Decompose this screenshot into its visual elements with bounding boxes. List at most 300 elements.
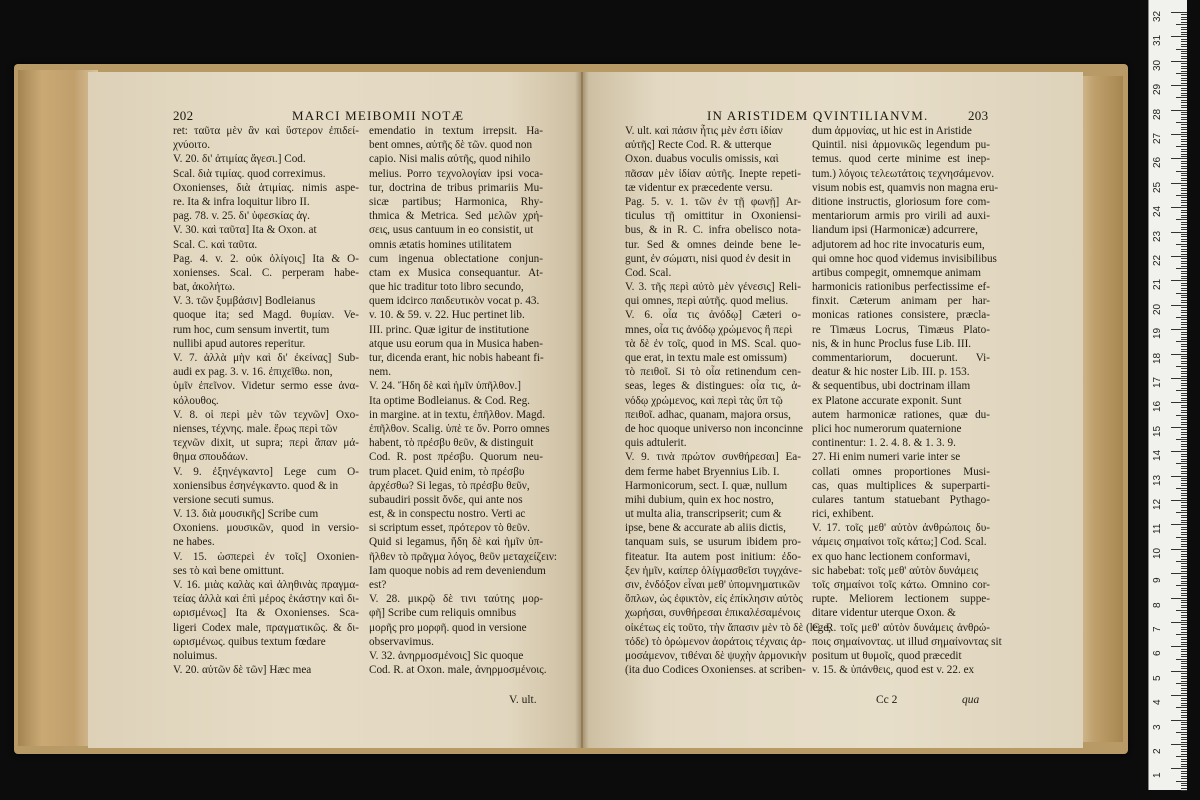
ruler-tick	[1181, 429, 1187, 430]
ruler-tick	[1171, 61, 1187, 62]
ruler-tick	[1181, 88, 1187, 89]
ruler-tick	[1176, 512, 1187, 513]
ruler-tick	[1181, 185, 1187, 186]
left-catchword: V. ult.	[509, 694, 537, 706]
ruler-tick	[1181, 717, 1187, 718]
ruler-tick	[1181, 456, 1187, 457]
text-line: μορῆς pro μορφῆ. quod in versione	[369, 621, 527, 634]
text-line: ὅπλων, ὡς ἐφικτὸν, εἰς ἐπίκλησιν αὐτὸς	[625, 593, 803, 606]
text-line: positum ut θυμοῖς, quod præcedit	[812, 649, 962, 662]
ruler-tick	[1171, 549, 1187, 550]
text-line: V. 6. οἷα τις ἀνόδῳ] Cæteri o-	[625, 309, 801, 322]
text-line: Quid si legamus, ἤδη δὲ καὶ ἡμῖν ὑπ-	[369, 536, 543, 549]
ruler-tick	[1176, 610, 1187, 611]
ruler-tick	[1181, 337, 1187, 338]
text-line: V. 24. Ἤδη δὲ καὶ ἡμῖν ὑπῆλθον.]	[369, 380, 521, 393]
ruler-tick	[1181, 46, 1187, 47]
ruler-tick	[1181, 151, 1187, 152]
text-line: & sequentibus, ubi doctrinam illam	[812, 380, 971, 393]
text-line: observavimus.	[369, 635, 434, 648]
ruler-tick	[1181, 727, 1187, 728]
ruler-tick	[1181, 522, 1187, 523]
ruler-label: 13	[1152, 474, 1163, 486]
ruler-tick	[1181, 615, 1187, 616]
ruler-tick	[1176, 415, 1187, 416]
ruler-tick	[1181, 778, 1187, 779]
ruler-tick	[1181, 215, 1187, 216]
ruler-tick	[1181, 114, 1187, 115]
text-line: ret: ταῦτα μὲν ἂν καὶ ὕστερον ἐπιδεί-	[173, 125, 359, 137]
ruler-tick	[1181, 529, 1187, 530]
ruler-tick	[1176, 171, 1187, 172]
ruler-tick	[1181, 385, 1187, 386]
ruler-tick	[1181, 356, 1187, 357]
ruler-tick	[1181, 300, 1187, 301]
ruler-tick	[1181, 166, 1187, 167]
ruler-tick	[1181, 380, 1187, 381]
ruler-tick	[1181, 285, 1187, 286]
text-line: temus. quod certe minime est inep-	[812, 153, 990, 166]
ruler-label: 18	[1152, 352, 1163, 364]
ruler-tick	[1181, 222, 1187, 223]
text-line: tur. Sed & omnes deinde bene le-	[625, 238, 801, 251]
ruler-label: 1	[1152, 772, 1163, 779]
ruler-tick	[1181, 27, 1187, 28]
text-line: artibus compegit, omnemque animam	[812, 266, 982, 279]
ruler-tick	[1176, 366, 1187, 367]
ruler-tick	[1181, 312, 1187, 313]
ruler-tick	[1181, 715, 1187, 716]
text-line: V. 16. μιὰς καλὰς καὶ ἀληθινὰς πραγμα-	[173, 579, 359, 591]
ruler-tick	[1181, 417, 1187, 418]
ruler-tick	[1176, 488, 1187, 489]
ruler-tick	[1176, 49, 1187, 50]
ruler-tick	[1176, 146, 1187, 147]
ruler-tick	[1181, 632, 1187, 633]
text-line: V. 3. τῶν ξυμβάσιν] Bodleianus	[173, 295, 316, 308]
text-line: quem idcirco παιδευτικὸν vocat p. 43.	[369, 295, 540, 308]
ruler-tick	[1181, 693, 1187, 694]
text-line: mnes, οἷα τις ἀνόδῳ χρώμενος ἢ περὶ	[625, 323, 793, 336]
text-line: xonienses. Scal. C. perperam habe-	[173, 266, 359, 279]
text-line: cum ingenua oblectatione conjun-	[369, 252, 543, 265]
ruler-tick	[1181, 332, 1187, 333]
ruler-tick	[1181, 14, 1187, 15]
ruler-tick	[1181, 498, 1187, 499]
ruler-tick	[1181, 449, 1187, 450]
ruler-label: 23	[1152, 230, 1163, 242]
ruler-tick	[1181, 673, 1187, 674]
ruler-tick	[1181, 119, 1187, 120]
ruler-tick	[1181, 454, 1187, 455]
ruler-tick	[1181, 44, 1187, 45]
ruler-tick	[1181, 139, 1187, 140]
ruler-tick	[1181, 132, 1187, 133]
left-column-1	[173, 124, 359, 677]
text-line: σεις, usus cantuum in eo consistit, ut	[369, 224, 534, 237]
ruler-tick	[1181, 53, 1187, 54]
text-line: atque usu eorum qua in Musica haben-	[369, 337, 543, 350]
text-line: ipse, bene & accurate ab aliis dictis,	[625, 522, 786, 535]
ruler-tick	[1181, 136, 1187, 137]
ruler-tick	[1171, 573, 1187, 574]
ruler-tick	[1181, 490, 1187, 491]
ruler-tick	[1181, 239, 1187, 240]
ruler-tick	[1181, 66, 1187, 67]
text-line: χνύοιτο.	[173, 139, 211, 152]
ruler-tick	[1181, 346, 1187, 347]
ruler-tick	[1181, 544, 1187, 545]
ruler-tick	[1181, 75, 1187, 76]
ruler-tick	[1176, 219, 1187, 220]
ruler-tick	[1171, 427, 1187, 428]
ruler-tick	[1181, 739, 1187, 740]
ruler-tick	[1181, 437, 1187, 438]
ruler-tick	[1181, 773, 1187, 774]
ruler-tick	[1181, 493, 1187, 494]
ruler-tick	[1171, 476, 1187, 477]
ruler-tick	[1181, 149, 1187, 150]
ruler-tick	[1181, 175, 1187, 176]
ruler-tick	[1181, 156, 1187, 157]
ruler-tick	[1181, 788, 1187, 789]
text-line: autem harmonicæ rationes, quæ du-	[812, 408, 990, 421]
ruler-tick	[1181, 90, 1187, 91]
ruler-tick	[1181, 271, 1187, 272]
text-line: culares tantum statuebant Pythago-	[812, 493, 990, 506]
ruler-tick	[1181, 568, 1187, 569]
text-line: ὑμῖν ἐπεῖνον. Videtur sermo esse ἀνα-	[173, 380, 359, 393]
ruler-tick	[1181, 95, 1187, 96]
text-line: re Timæus Locrus, Timæus Plato-	[812, 323, 990, 336]
ruler-tick	[1181, 249, 1187, 250]
text-line: versione secuti sumus.	[173, 493, 274, 506]
text-line: νόδῳ χρώμενος, καὶ περὶ τὰς ὕπ τῷ	[625, 394, 783, 407]
text-line: Oxonienses, διὰ ἀτιμίας. nimis aspe-	[173, 181, 359, 194]
ruler-tick	[1181, 178, 1187, 179]
ruler-tick	[1181, 388, 1187, 389]
ruler-tick	[1181, 480, 1187, 481]
ruler-tick	[1181, 700, 1187, 701]
ruler-tick	[1181, 581, 1187, 582]
right-column-1	[625, 124, 832, 677]
text-line: continentur: 1. 2. 4. 8. & 1. 3. 9.	[812, 437, 956, 450]
ruler-tick	[1181, 144, 1187, 145]
ruler-tick	[1181, 202, 1187, 203]
ruler-tick	[1181, 129, 1187, 130]
text-line: mentariorum armis pro virili ad auxi-	[812, 210, 990, 223]
ruler-tick	[1181, 478, 1187, 479]
text-line: Cod. R. at Oxon. male, ἀνηρμοσμένοις.	[369, 664, 547, 677]
ruler-tick	[1171, 720, 1187, 721]
ruler-tick	[1181, 29, 1187, 30]
ruler-tick	[1181, 188, 1187, 189]
text-line: xoniensibus ἐσηνέγκαντο. quod & in	[173, 479, 339, 492]
ruler-tick	[1171, 36, 1187, 37]
text-line: ξεν ἡμῖν, καίπερ ὀλίγμασθεῖσι τυγχάνε-	[625, 564, 802, 577]
text-line: κόλουθος.	[173, 394, 219, 407]
text-line: rum hoc, cum sensum invertit, tum	[173, 323, 330, 336]
ruler-tick	[1181, 629, 1187, 630]
ruler-tick	[1181, 276, 1187, 277]
ruler-tick	[1176, 707, 1187, 708]
text-line: ποις σημαίνοντας. ut illud σημαίνοντας sit	[812, 635, 1002, 648]
ruler-tick	[1181, 234, 1187, 235]
ruler-tick	[1181, 698, 1187, 699]
text-line: est?	[369, 579, 387, 591]
ruler-tick	[1181, 639, 1187, 640]
ruler-tick	[1171, 402, 1187, 403]
ruler-tick	[1181, 93, 1187, 94]
ruler-tick	[1181, 200, 1187, 201]
ruler-label: 14	[1152, 450, 1163, 462]
ruler-tick	[1181, 764, 1187, 765]
ruler-tick	[1181, 376, 1187, 377]
ruler-tick	[1171, 256, 1187, 257]
text-line: ne habes.	[173, 536, 215, 549]
ruler-tick	[1176, 341, 1187, 342]
text-line: πειθοῖ. adhac, quanam, majora orsus,	[625, 408, 791, 421]
ruler-tick	[1181, 783, 1187, 784]
ruler-tick	[1181, 712, 1187, 713]
ruler-tick	[1181, 190, 1187, 191]
text-line: III. princ. Quæ igitur de institutione	[369, 323, 530, 336]
ruler-tick	[1181, 515, 1187, 516]
ruler-tick	[1181, 554, 1187, 555]
ruler-tick	[1181, 656, 1187, 657]
ruler-tick	[1181, 624, 1187, 625]
text-line: ligeri Codex male, πραγματικῶς. & δι-	[173, 621, 359, 634]
ruler-tick	[1181, 666, 1187, 667]
ruler-label: 19	[1152, 328, 1163, 340]
ruler-tick	[1181, 690, 1187, 691]
ruler-tick	[1181, 678, 1187, 679]
ruler-tick	[1176, 756, 1187, 757]
ruler-tick	[1181, 398, 1187, 399]
ruler-tick	[1181, 193, 1187, 194]
text-line: V. 9. τινὰ πρώτον συνθήρεσαι] Ea-	[625, 451, 801, 464]
ruler-tick	[1171, 378, 1187, 379]
ruler-tick	[1181, 371, 1187, 372]
ruler-tick	[1176, 781, 1187, 782]
text-line: subaudiri possit ὄνδε, qui ante nos	[369, 493, 523, 506]
text-line: Iam quoque nobis ad rem deveniendum	[369, 564, 546, 577]
text-line: est, & in conspectu nostro. Verti ac	[369, 508, 526, 521]
text-line: V. 20. αὐτῶν δὲ τῶν] Hæc mea	[173, 664, 312, 677]
ruler-tick	[1181, 688, 1187, 689]
ruler-tick	[1181, 117, 1187, 118]
text-line: Pag. 4. v. 2. οὐκ ὀλίγοις] Ita & O-	[173, 252, 359, 265]
ruler-tick	[1181, 661, 1187, 662]
ruler-tick	[1181, 339, 1187, 340]
ruler-label: 5	[1152, 675, 1163, 681]
text-line: θημα σπουδάων.	[173, 451, 249, 464]
text-line: rupte. Meliorem lectionem suppe-	[812, 593, 990, 606]
text-line: V. 17. τοῖς μεθ' αὐτὸν ἀνθρώποις δυ-	[812, 522, 990, 535]
ruler-tick	[1181, 446, 1187, 447]
ruler-tick	[1181, 434, 1187, 435]
ruler-tick	[1181, 78, 1187, 79]
ruler-tick	[1181, 710, 1187, 711]
ruler-tick	[1181, 161, 1187, 162]
ruler-tick	[1181, 424, 1187, 425]
text-line: Cod. R. post πρέσβυ. Quorum neu-	[369, 451, 543, 464]
text-line: τεχνῶν dixit, ut supra; περὶ ἅπαν μά-	[173, 437, 359, 450]
text-line: (ita duo Codices Oxonienses. at scriben-	[625, 664, 806, 677]
ruler-tick	[1181, 224, 1187, 225]
ruler-tick	[1181, 588, 1187, 589]
ruler-tick	[1171, 329, 1187, 330]
text-line: tum.) λόγοις τελεωτάτοις τεχνησάμενον.	[812, 167, 995, 180]
text-line: V. 30. καὶ ταῦτα] Ita & Oxon. at	[173, 224, 317, 237]
text-line: que erat, in textu male est omissum)	[625, 352, 787, 364]
ruler-tick	[1181, 459, 1187, 460]
ruler-label: 4	[1152, 699, 1163, 706]
ruler-tick	[1181, 483, 1187, 484]
ruler-tick	[1181, 80, 1187, 81]
ruler-label: 25	[1152, 181, 1163, 193]
ruler-tick	[1181, 627, 1187, 628]
ruler-tick	[1181, 520, 1187, 521]
text-line: ditione instructis, gloriosum fore com-	[812, 195, 990, 208]
ruler-tick	[1171, 500, 1187, 501]
ruler-tick	[1176, 73, 1187, 74]
ruler-tick	[1181, 173, 1187, 174]
text-line: mihi dubium, quin ex hoc nostro,	[625, 493, 774, 506]
ruler-tick	[1181, 39, 1187, 40]
ruler-tick	[1176, 195, 1187, 196]
ruler-label: 8	[1152, 602, 1163, 608]
text-line: πᾶσαν μὲν ἰδίαν αὐτῆς. Inepte repeti-	[625, 167, 801, 180]
ruler-tick	[1171, 646, 1187, 647]
ruler-tick	[1181, 324, 1187, 325]
ruler-tick	[1171, 695, 1187, 696]
ruler-label: 29	[1152, 84, 1163, 96]
text-line: cas, quas multiplices & superparti-	[812, 479, 990, 492]
ruler-tick	[1181, 590, 1187, 591]
ruler-tick	[1181, 210, 1187, 211]
ruler-tick	[1181, 705, 1187, 706]
ruler-tick	[1181, 617, 1187, 618]
ruler-tick	[1176, 585, 1187, 586]
ruler-tick	[1181, 290, 1187, 291]
text-line: liandum ipsi (Harmonicæ) adcurrere,	[812, 224, 978, 237]
text-line: nem.	[369, 366, 392, 379]
ruler-label: 6	[1152, 650, 1163, 657]
ruler-tick	[1181, 307, 1187, 308]
text-line: omnis ætatis homines utilitatem	[369, 238, 512, 251]
ruler-label: 28	[1152, 108, 1163, 120]
text-line: seas, leges & distingues: οἷα τις, ἀ-	[625, 380, 801, 393]
ruler-tick	[1181, 605, 1187, 606]
ruler-tick	[1181, 746, 1187, 747]
text-line: ἐπῆλθον. Scalig. ὑπὲ τε ὄν. Porro omnes	[369, 422, 550, 435]
ruler-tick	[1181, 363, 1187, 364]
text-line: dum ἁρμονίας, ut hic est in Aristide	[812, 125, 972, 137]
text-line: οἰκέτως εἰς τοῦτο, τὴν ἅπασιν μὲν τὸ δὲ (lege,	[625, 621, 832, 634]
ruler-tick	[1181, 68, 1187, 69]
text-line: μοσάμενον, τιθέναι δὲ ψυχὴν ἁρμονικὴν	[625, 649, 807, 662]
right-page-number: 203	[968, 108, 989, 123]
ruler-tick	[1181, 593, 1187, 594]
right-catchword: qua	[962, 694, 980, 706]
text-line: thmica & Metrica. Sed μελῶν χρή-	[369, 210, 543, 223]
ruler-tick	[1181, 495, 1187, 496]
text-line: habent, τὸ πρέσβυ θεῦν, & distinguit	[369, 437, 534, 450]
text-line: commentariorum, docuerunt. Vi-	[812, 352, 990, 364]
ruler-tick	[1181, 729, 1187, 730]
ruler-tick	[1181, 703, 1187, 704]
ruler-tick	[1181, 19, 1187, 20]
ruler-tick	[1171, 305, 1187, 306]
ruler-tick	[1181, 751, 1187, 752]
ruler-label: 17	[1152, 376, 1163, 388]
ruler-tick	[1181, 444, 1187, 445]
ruler-tick	[1181, 668, 1187, 669]
text-line: in margine. at in textu, ἐπῆλθον. Magd.	[369, 408, 546, 421]
ruler-tick	[1181, 51, 1187, 52]
text-line: τόδε) τὸ ὁρώμενον ἀοράτοις τέχναις ἀρ-	[625, 635, 806, 648]
ruler-tick	[1176, 537, 1187, 538]
text-line: bat, ἀκολήτω.	[173, 281, 235, 294]
text-line: si scriptum esset, πρότερον τὸ θεῦν.	[369, 522, 530, 535]
ruler-tick	[1171, 671, 1187, 672]
ruler-tick	[1181, 546, 1187, 547]
text-line: ticulus τῇ omittitur in Oxoniensi-	[625, 210, 801, 223]
ruler-tick	[1176, 390, 1187, 391]
ruler-tick	[1181, 761, 1187, 762]
ruler-tick	[1181, 685, 1187, 686]
ruler-tick	[1181, 607, 1187, 608]
ruler-label: 30	[1152, 59, 1163, 71]
ruler-tick	[1181, 722, 1187, 723]
ruler-tick	[1181, 154, 1187, 155]
ruler-tick	[1181, 612, 1187, 613]
ruler-tick	[1181, 295, 1187, 296]
ruler-tick	[1181, 124, 1187, 125]
text-line: audi ex pag. 3. v. 16. ἐπιχεῖθω. non,	[173, 366, 333, 379]
ruler-tick	[1181, 395, 1187, 396]
ruler-tick	[1181, 517, 1187, 518]
ruler-tick	[1171, 354, 1187, 355]
text-line: quoque ita; sed Magd. θυμίαν. Ve-	[173, 309, 359, 322]
ruler-tick	[1181, 466, 1187, 467]
text-line: nullibi apud autores reperitur.	[173, 337, 306, 350]
text-line: Scal. διὰ τιμίας. quod correximus.	[173, 167, 326, 180]
ruler-tick	[1181, 278, 1187, 279]
ruler-tick	[1171, 232, 1187, 233]
text-line: Harmonicorum, sect. I. quæ, nullum	[625, 479, 788, 492]
text-line: V. 7. ἀλλὰ μὴν καὶ δι' ἐκείνας] Sub-	[173, 352, 359, 364]
text-line: V. ult. καὶ πάσιν ἦτις μὲν ἐστι ἰδίαν	[625, 125, 783, 137]
ruler-tick	[1176, 732, 1187, 733]
ruler-tick	[1176, 439, 1187, 440]
left-running-head: MARCI MEIBOMII NOTÆ	[292, 108, 465, 123]
text-line: tur, dicenda erant, hic nobis habeant fi-	[369, 352, 544, 364]
text-line: capio. Nisi malis αὐτῆς, quod nihilo	[369, 153, 531, 166]
ruler-label: 20	[1152, 303, 1163, 315]
ruler-label: 12	[1152, 498, 1163, 510]
ruler-tick	[1181, 551, 1187, 552]
ruler-label: 11	[1152, 524, 1163, 535]
ruler-tick	[1181, 412, 1187, 413]
book-gutter	[575, 72, 589, 748]
ruler-tick	[1181, 400, 1187, 401]
ruler-tick	[1181, 654, 1187, 655]
left-page-edges	[18, 70, 98, 746]
ruler-tick	[1181, 344, 1187, 345]
text-line: ἀρχέσθω? Si legas, τὸ πρέσβυ θεῦν,	[369, 479, 530, 492]
